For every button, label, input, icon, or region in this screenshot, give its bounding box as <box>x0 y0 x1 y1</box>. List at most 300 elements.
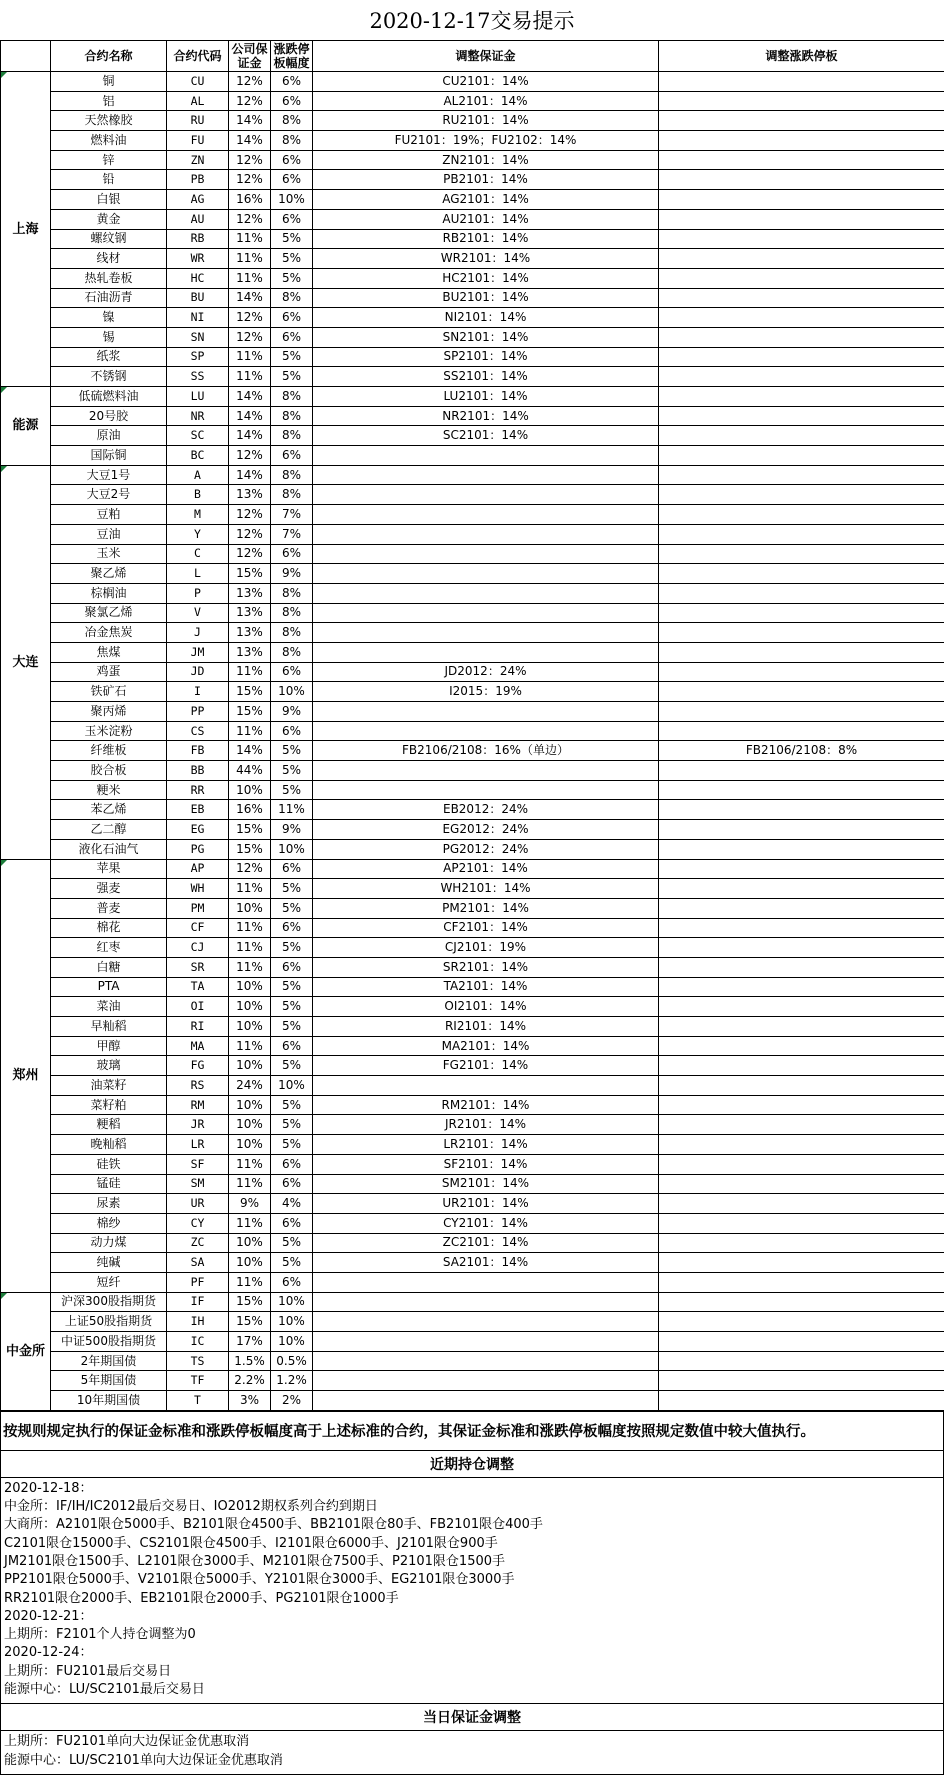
company-margin-cell: 11% <box>229 662 271 682</box>
limit-range-cell: 5% <box>271 1233 313 1253</box>
contract-code-cell: AP <box>167 859 229 879</box>
limit-range-cell: 4% <box>271 1194 313 1214</box>
limit-range-cell: 6% <box>271 1154 313 1174</box>
contract-code-cell: PG <box>167 839 229 859</box>
company-margin-cell: 10% <box>229 1233 271 1253</box>
contract-code-cell: HC <box>167 268 229 288</box>
limit-range-cell: 5% <box>271 1135 313 1155</box>
contract-name-cell: PTA <box>51 977 167 997</box>
adjusted-limit-cell <box>659 485 944 505</box>
adjusted-limit-cell <box>659 505 944 525</box>
adjusted-margin-cell: TA2101：14% <box>313 977 659 997</box>
adjusted-limit-cell <box>659 918 944 938</box>
company-margin-cell: 3% <box>229 1391 271 1411</box>
adjusted-limit-cell <box>659 249 944 269</box>
company-margin-cell: 11% <box>229 1272 271 1292</box>
adjusted-margin-cell <box>313 1351 659 1371</box>
adjusted-margin-cell <box>313 603 659 623</box>
company-margin-cell: 16% <box>229 800 271 820</box>
contract-name-cell: 线材 <box>51 249 167 269</box>
adjusted-margin-cell <box>313 485 659 505</box>
contract-name-cell: 短纤 <box>51 1272 167 1292</box>
table-row <box>1 879 944 899</box>
adjusted-margin-cell: RM2101：14% <box>313 1095 659 1115</box>
table-row <box>1 387 944 407</box>
contract-code-cell: FB <box>167 741 229 761</box>
table-row <box>1 1017 944 1037</box>
company-margin-cell: 13% <box>229 485 271 505</box>
contract-code-cell: PP <box>167 702 229 722</box>
adjusted-limit-cell <box>659 91 944 111</box>
exchange-label: 大连 <box>1 465 51 859</box>
adjusted-limit-cell <box>659 544 944 564</box>
notice-line: 大商所：A2101限仓5000手、B2101限仓4500手、BB2101限仓80手、FB2101限仓400手 <box>4 1516 940 1534</box>
contract-code-cell: JD <box>167 662 229 682</box>
adjusted-limit-cell <box>659 1017 944 1037</box>
limit-range-cell: 5% <box>271 1253 313 1273</box>
company-margin-cell: 10% <box>229 1115 271 1135</box>
limit-range-cell: 6% <box>271 662 313 682</box>
table-row <box>1 1292 944 1312</box>
limit-range-cell: 8% <box>271 465 313 485</box>
contract-name-cell: 胶合板 <box>51 761 167 781</box>
contract-code-cell: MA <box>167 1036 229 1056</box>
adjusted-limit-cell <box>659 308 944 328</box>
limit-range-cell: 10% <box>271 682 313 702</box>
adjusted-limit-cell <box>659 682 944 702</box>
limit-range-cell: 6% <box>271 91 313 111</box>
contract-name-cell: 玉米淀粉 <box>51 721 167 741</box>
contract-code-cell: RR <box>167 780 229 800</box>
contract-name-cell: 聚氯乙烯 <box>51 603 167 623</box>
limit-range-cell: 6% <box>271 859 313 879</box>
contract-code-cell: BC <box>167 446 229 466</box>
table-row <box>1 308 944 328</box>
company-margin-cell: 14% <box>229 465 271 485</box>
contract-code-cell: CF <box>167 918 229 938</box>
contract-code-cell: CS <box>167 721 229 741</box>
contract-name-cell: 强麦 <box>51 879 167 899</box>
contract-code-cell: A <box>167 465 229 485</box>
adjusted-margin-cell: SN2101：14% <box>313 327 659 347</box>
company-margin-cell: 14% <box>229 387 271 407</box>
limit-range-cell: 5% <box>271 1056 313 1076</box>
adjusted-margin-cell: EG2012：24% <box>313 820 659 840</box>
rule-note: 按规则规定执行的保证金标准和涨跌停板幅度高于上述标准的合约，其保证金标准和涨跌停板幅度按照规定数值中较大值执行。 <box>1 1411 944 1450</box>
limit-range-cell: 6% <box>271 1036 313 1056</box>
table-row <box>1 327 944 347</box>
contract-name-cell: 乙二醇 <box>51 820 167 840</box>
company-margin-cell: 15% <box>229 1292 271 1312</box>
contract-code-cell: JR <box>167 1115 229 1135</box>
adjusted-limit-cell <box>659 446 944 466</box>
contract-code-cell: PF <box>167 1272 229 1292</box>
contract-code-cell: WH <box>167 879 229 899</box>
adjusted-margin-cell: ZC2101：14% <box>313 1233 659 1253</box>
notice-line: RR2101限仓2000手、EB2101限仓2000手、PG2101限仓1000手 <box>4 1590 940 1608</box>
adjusted-margin-cell <box>313 642 659 662</box>
table-row <box>1 1095 944 1115</box>
adjusted-limit-cell <box>659 367 944 387</box>
company-margin-cell: 11% <box>229 721 271 741</box>
adjusted-margin-cell: LU2101：14% <box>313 387 659 407</box>
contract-code-cell: V <box>167 603 229 623</box>
company-margin-cell: 13% <box>229 623 271 643</box>
position-section-body <box>1 1477 944 1704</box>
contract-name-cell: 20号胶 <box>51 406 167 426</box>
contract-code-cell: FU <box>167 131 229 151</box>
contract-name-cell: 天然橡胶 <box>51 111 167 131</box>
contract-name-cell: 不锈钢 <box>51 367 167 387</box>
contract-name-cell: 锌 <box>51 150 167 170</box>
limit-range-cell: 2% <box>271 1391 313 1411</box>
contract-name-cell: 铅 <box>51 170 167 190</box>
exchange-label: 上海 <box>1 72 51 387</box>
adjusted-margin-cell: JR2101：14% <box>313 1115 659 1135</box>
header-adjusted-margin: 调整保证金 <box>313 41 659 72</box>
contract-name-cell: 聚乙烯 <box>51 564 167 584</box>
adjusted-limit-cell <box>659 642 944 662</box>
limit-range-cell: 10% <box>271 839 313 859</box>
company-margin-cell: 14% <box>229 426 271 446</box>
adjusted-margin-cell: HC2101：14% <box>313 268 659 288</box>
limit-range-cell: 5% <box>271 898 313 918</box>
adjusted-limit-cell <box>659 1095 944 1115</box>
company-margin-cell: 11% <box>229 1174 271 1194</box>
company-margin-cell: 12% <box>229 544 271 564</box>
position-section-title: 近期持仓调整 <box>1 1450 944 1477</box>
contract-code-cell: TF <box>167 1371 229 1391</box>
company-margin-cell: 13% <box>229 583 271 603</box>
adjusted-limit-cell <box>659 800 944 820</box>
adjusted-limit-cell <box>659 1272 944 1292</box>
adjusted-margin-cell <box>313 1332 659 1352</box>
table-row <box>1 190 944 210</box>
contract-name-cell: 燃料油 <box>51 131 167 151</box>
company-margin-cell: 13% <box>229 603 271 623</box>
contract-name-cell: 苹果 <box>51 859 167 879</box>
limit-range-cell: 7% <box>271 505 313 525</box>
company-margin-cell: 12% <box>229 327 271 347</box>
limit-range-cell: 6% <box>271 1272 313 1292</box>
company-margin-cell: 12% <box>229 209 271 229</box>
adjusted-margin-cell: SA2101：14% <box>313 1253 659 1273</box>
adjusted-margin-cell: I2015：19% <box>313 682 659 702</box>
contract-name-cell: 纤维板 <box>51 741 167 761</box>
table-row <box>1 367 944 387</box>
table-row <box>1 702 944 722</box>
adjusted-margin-cell: SP2101：14% <box>313 347 659 367</box>
contract-code-cell: J <box>167 623 229 643</box>
notice-line: C2101限仓15000手、CS2101限仓4500手、I2101限仓6000手、J2101限仓900手 <box>4 1535 940 1553</box>
adjusted-limit-cell <box>659 1076 944 1096</box>
limit-range-cell: 5% <box>271 347 313 367</box>
adjusted-margin-cell: BU2101：14% <box>313 288 659 308</box>
company-margin-cell: 11% <box>229 268 271 288</box>
adjusted-margin-cell <box>313 465 659 485</box>
company-margin-cell: 12% <box>229 72 271 92</box>
contract-name-cell: 沪深300股指期货 <box>51 1292 167 1312</box>
adjusted-margin-cell: WR2101：14% <box>313 249 659 269</box>
table-row <box>1 1253 944 1273</box>
adjusted-limit-cell <box>659 1194 944 1214</box>
adjusted-limit-cell <box>659 170 944 190</box>
contract-code-cell: NR <box>167 406 229 426</box>
margin-section-title: 当日保证金调整 <box>1 1704 944 1731</box>
adjusted-limit-cell <box>659 131 944 151</box>
limit-range-cell: 5% <box>271 977 313 997</box>
contract-code-cell: PM <box>167 898 229 918</box>
limit-range-cell: 5% <box>271 780 313 800</box>
limit-range-cell: 6% <box>271 170 313 190</box>
table-row <box>1 800 944 820</box>
contract-name-cell: 粳米 <box>51 780 167 800</box>
adjusted-limit-cell <box>659 229 944 249</box>
adjusted-margin-cell: AL2101：14% <box>313 91 659 111</box>
contract-name-cell: 冶金焦炭 <box>51 623 167 643</box>
contract-name-cell: 聚丙烯 <box>51 702 167 722</box>
table-row <box>1 1351 944 1371</box>
notice-line: 能源中心：LU/SC2101单向大边保证金优惠取消 <box>4 1752 940 1770</box>
contract-code-cell: T <box>167 1391 229 1411</box>
contract-code-cell: SC <box>167 426 229 446</box>
limit-range-cell: 6% <box>271 918 313 938</box>
adjusted-margin-cell: SC2101：14% <box>313 426 659 446</box>
table-row <box>1 1194 944 1214</box>
contract-name-cell: 棕榈油 <box>51 583 167 603</box>
table-row <box>1 1332 944 1352</box>
limit-range-cell: 5% <box>271 997 313 1017</box>
contract-name-cell: 鸡蛋 <box>51 662 167 682</box>
contract-code-cell: AL <box>167 91 229 111</box>
company-margin-cell: 10% <box>229 977 271 997</box>
contract-name-cell: 粳稻 <box>51 1115 167 1135</box>
adjusted-margin-cell: RI2101：14% <box>313 1017 659 1037</box>
table-row <box>1 485 944 505</box>
contract-name-cell: 豆油 <box>51 524 167 544</box>
company-margin-cell: 14% <box>229 741 271 761</box>
adjusted-margin-cell: AU2101：14% <box>313 209 659 229</box>
adjusted-limit-cell <box>659 702 944 722</box>
table-row <box>1 682 944 702</box>
table-row <box>1 150 944 170</box>
adjusted-margin-cell: OI2101：14% <box>313 997 659 1017</box>
contract-name-cell: 早籼稻 <box>51 1017 167 1037</box>
table-row <box>1 1036 944 1056</box>
table-header <box>1 41 944 72</box>
company-margin-cell: 12% <box>229 859 271 879</box>
adjusted-margin-cell: SF2101：14% <box>313 1154 659 1174</box>
adjusted-limit-cell <box>659 1332 944 1352</box>
adjusted-margin-cell: JD2012：24% <box>313 662 659 682</box>
table-row <box>1 997 944 1017</box>
exchange-label: 中金所 <box>1 1292 51 1410</box>
adjusted-limit-cell <box>659 72 944 92</box>
company-margin-cell: 11% <box>229 249 271 269</box>
adjusted-margin-cell <box>313 623 659 643</box>
adjusted-margin-cell: AG2101：14% <box>313 190 659 210</box>
header-contract-name: 合约名称 <box>51 41 167 72</box>
contract-code-cell: IF <box>167 1292 229 1312</box>
limit-range-cell: 9% <box>271 820 313 840</box>
contract-code-cell: SS <box>167 367 229 387</box>
adjusted-limit-cell <box>659 1371 944 1391</box>
contract-code-cell: EG <box>167 820 229 840</box>
limit-range-cell: 9% <box>271 702 313 722</box>
contract-name-cell: 液化石油气 <box>51 839 167 859</box>
limit-range-cell: 0.5% <box>271 1351 313 1371</box>
contract-name-cell: 棉纱 <box>51 1213 167 1233</box>
contract-code-cell: B <box>167 485 229 505</box>
adjusted-margin-cell <box>313 721 659 741</box>
company-margin-cell: 11% <box>229 347 271 367</box>
company-margin-cell: 15% <box>229 839 271 859</box>
limit-range-cell: 8% <box>271 387 313 407</box>
adjusted-margin-cell <box>313 505 659 525</box>
adjusted-margin-cell: SS2101：14% <box>313 367 659 387</box>
company-margin-cell: 12% <box>229 170 271 190</box>
adjusted-margin-cell <box>313 1312 659 1332</box>
adjusted-margin-cell: SM2101：14% <box>313 1174 659 1194</box>
company-margin-cell: 10% <box>229 997 271 1017</box>
table-row <box>1 721 944 741</box>
adjusted-limit-cell <box>659 820 944 840</box>
contract-name-cell: 铁矿石 <box>51 682 167 702</box>
table-row <box>1 603 944 623</box>
contract-code-cell: ZN <box>167 150 229 170</box>
footer-sections <box>0 1411 944 1775</box>
company-margin-cell: 10% <box>229 1135 271 1155</box>
limit-range-cell: 6% <box>271 72 313 92</box>
table-row <box>1 465 944 485</box>
adjusted-limit-cell <box>659 662 944 682</box>
limit-range-cell: 6% <box>271 544 313 564</box>
table-row <box>1 406 944 426</box>
notice-line: 2020-12-18： <box>4 1480 940 1498</box>
company-margin-cell: 10% <box>229 1017 271 1037</box>
table-row <box>1 1135 944 1155</box>
company-margin-cell: 15% <box>229 1312 271 1332</box>
adjusted-limit-cell <box>659 1292 944 1312</box>
contract-code-cell: JM <box>167 642 229 662</box>
limit-range-cell: 8% <box>271 288 313 308</box>
limit-range-cell: 11% <box>271 800 313 820</box>
table-row <box>1 1272 944 1292</box>
limit-range-cell: 6% <box>271 209 313 229</box>
adjusted-limit-cell <box>659 1233 944 1253</box>
table-row <box>1 249 944 269</box>
table-row <box>1 820 944 840</box>
adjusted-margin-cell: RU2101：14% <box>313 111 659 131</box>
adjusted-limit-cell <box>659 780 944 800</box>
adjusted-limit-cell <box>659 957 944 977</box>
adjusted-margin-cell: CJ2101：19% <box>313 938 659 958</box>
contract-code-cell: SA <box>167 1253 229 1273</box>
adjusted-margin-cell <box>313 524 659 544</box>
adjusted-limit-cell: FB2106/2108：8% <box>659 741 944 761</box>
company-margin-cell: 17% <box>229 1332 271 1352</box>
adjusted-limit-cell <box>659 288 944 308</box>
contract-code-cell: PB <box>167 170 229 190</box>
adjusted-margin-cell: FU2101：19%；FU2102：14% <box>313 131 659 151</box>
adjusted-limit-cell <box>659 1174 944 1194</box>
adjusted-margin-cell: WH2101：14% <box>313 879 659 899</box>
contract-name-cell: 5年期国债 <box>51 1371 167 1391</box>
company-margin-cell: 14% <box>229 131 271 151</box>
company-margin-cell: 13% <box>229 642 271 662</box>
contract-code-cell: CU <box>167 72 229 92</box>
adjusted-limit-cell <box>659 426 944 446</box>
table-row <box>1 938 944 958</box>
limit-range-cell: 6% <box>271 446 313 466</box>
table-row <box>1 544 944 564</box>
contract-name-cell: 红枣 <box>51 938 167 958</box>
adjusted-margin-cell: RB2101：14% <box>313 229 659 249</box>
limit-range-cell: 5% <box>271 938 313 958</box>
contract-code-cell: IC <box>167 1332 229 1352</box>
adjusted-limit-cell <box>659 623 944 643</box>
adjusted-limit-cell <box>659 1036 944 1056</box>
table-row <box>1 1312 944 1332</box>
notice-line: JM2101限仓1500手、L2101限仓3000手、M2101限仓7500手、P2101限仓1500手 <box>4 1553 940 1571</box>
contract-code-cell: C <box>167 544 229 564</box>
table-row <box>1 446 944 466</box>
table-row <box>1 347 944 367</box>
contract-code-cell: UR <box>167 1194 229 1214</box>
adjusted-margin-cell: SR2101：14% <box>313 957 659 977</box>
contract-name-cell: 热轧卷板 <box>51 268 167 288</box>
contract-name-cell: 玉米 <box>51 544 167 564</box>
limit-range-cell: 8% <box>271 111 313 131</box>
adjusted-limit-cell <box>659 150 944 170</box>
contract-code-cell: P <box>167 583 229 603</box>
company-margin-cell: 11% <box>229 1213 271 1233</box>
adjusted-limit-cell <box>659 111 944 131</box>
contract-name-cell: 纯碱 <box>51 1253 167 1273</box>
adjusted-limit-cell <box>659 1253 944 1273</box>
adjusted-limit-cell <box>659 564 944 584</box>
contract-name-cell: 锡 <box>51 327 167 347</box>
table-row <box>1 131 944 151</box>
adjusted-margin-cell <box>313 544 659 564</box>
adjusted-limit-cell <box>659 347 944 367</box>
adjusted-limit-cell <box>659 1154 944 1174</box>
company-margin-cell: 10% <box>229 898 271 918</box>
adjusted-margin-cell: FG2101：14% <box>313 1056 659 1076</box>
limit-range-cell: 5% <box>271 761 313 781</box>
adjusted-limit-cell <box>659 1056 944 1076</box>
table-row <box>1 91 944 111</box>
adjusted-margin-cell: LR2101：14% <box>313 1135 659 1155</box>
contract-code-cell: SR <box>167 957 229 977</box>
adjusted-limit-cell <box>659 1115 944 1135</box>
adjusted-margin-cell: PG2012：24% <box>313 839 659 859</box>
table-row <box>1 111 944 131</box>
contract-name-cell: 豆粕 <box>51 505 167 525</box>
company-margin-cell: 12% <box>229 524 271 544</box>
table-row <box>1 426 944 446</box>
table-row <box>1 859 944 879</box>
limit-range-cell: 6% <box>271 327 313 347</box>
table-row <box>1 741 944 761</box>
adjusted-margin-cell: AP2101：14% <box>313 859 659 879</box>
table-row <box>1 564 944 584</box>
limit-range-cell: 10% <box>271 1076 313 1096</box>
contract-code-cell: I <box>167 682 229 702</box>
contract-code-cell: RU <box>167 111 229 131</box>
contract-name-cell: 石油沥青 <box>51 288 167 308</box>
contract-name-cell: 硅铁 <box>51 1154 167 1174</box>
